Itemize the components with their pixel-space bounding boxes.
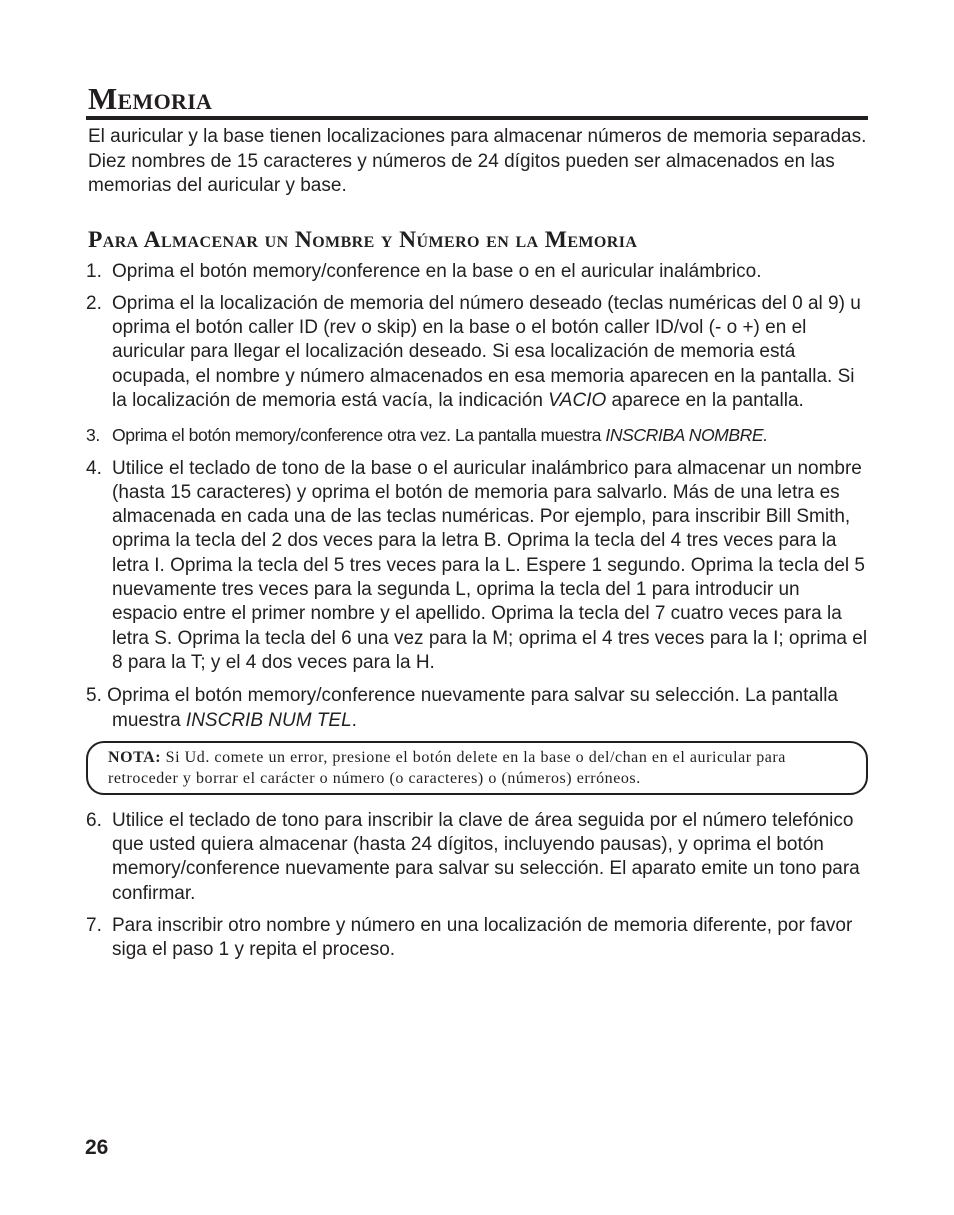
step-3 (86, 423, 868, 447)
step-number: 7. (86, 915, 102, 937)
step-number: 6. (86, 809, 102, 831)
step-emphasis: INSCRIB NUM TEL (185, 709, 352, 731)
section-intro: El auricular y la base tienen localizaciones para almacenar números de memoria separadas. Diez nombres de 15 caracteres y números de 24 dígitos pueden ser almacenados en las memorias del auricular y base. (88, 126, 867, 196)
manual-page (86, 82, 868, 963)
step-number: 1. (86, 260, 102, 282)
title-rule (86, 116, 868, 120)
subsection-title: Para Almacenar un Nombre y Número en la Memoria (88, 226, 638, 253)
step-emphasis: VACIO (548, 389, 607, 411)
note-label: NOTA: (108, 748, 162, 766)
step-text: Oprima el la localización de memoria del número deseado (teclas numéricas del 0 al 9) u oprima el botón caller ID (rev o skip) en la base o el botón caller ID/vol (- o +) en el auricular para llegar el localización deseado. Si esa localización de memoria está ocupada, el nombre y número almacenados en esa memoria aparecen en la pantalla. Si la localización de memoria está vacía, la indicación (112, 292, 861, 411)
note-box (86, 741, 868, 795)
step-text: Para inscribir otro nombre y número en una localización de memoria diferente, por favor siga el paso 1 y repita el proceso. (112, 915, 853, 961)
step-text-after: aparece en la pantalla. (606, 389, 804, 411)
step-1 (86, 260, 868, 284)
step-text-after: . (351, 709, 357, 731)
steps-list-continued (86, 809, 868, 963)
step-number: 3. (86, 425, 100, 446)
step-number: 5. (86, 685, 102, 707)
step-2 (86, 292, 868, 413)
step-4 (86, 457, 868, 676)
step-number: 2. (86, 292, 102, 314)
step-text: Oprima el botón memory/conference otra vez. La pantalla muestra (112, 425, 606, 446)
step-text: Oprima el botón memory/conference en la base o en el auricular inalámbrico. (112, 260, 762, 282)
step-5 (86, 684, 868, 733)
step-emphasis: INSCRIBA NOMBRE. (605, 425, 768, 446)
step-number: 4. (86, 457, 102, 479)
step-6 (86, 809, 868, 906)
page-number: 26 (85, 1136, 109, 1159)
steps-list (86, 260, 868, 733)
section-title: Memoria (88, 81, 213, 116)
step-text: Utilice el teclado de tono para inscribir la clave de área seguida por el número telefónico que usted quiera almacenar (hasta 24 dígitos, incluyendo pausas), y oprima el botón memory/conference nuevamente para salvar su selección. El aparato emite un tono para confirmar. (112, 809, 860, 904)
step-7 (86, 914, 868, 963)
step-text: Oprima el botón memory/conference nuevamente para salvar su selección. La pantalla muestra (107, 685, 838, 731)
step-text: Utilice el teclado de tono de la base o el auricular inalámbrico para almacenar un nombre (hasta 15 caracteres) y oprima el botón de memoria para salvarlo. Más de una letra es almacenada en cada una de las teclas numéricas. Por ejemplo, para inscribir Bill Smith, oprima la tecla del 2 dos veces para la letra B. Oprima la tecla del 4 tres veces para la letra I. Oprima la tecla del 5 tres veces para la L. Espere 1 segundo. Oprima la tecla del 5 nuevamente tres veces para la segunda L, oprima la tecla del 1 para introducir un espacio entre el primer nombre y el apellido. Oprima la tecla del 7 cuatro veces para la letra S. Oprima la tecla del 6 una vez para la M; oprima el 4 tres veces para la I; oprima el 8 para la T; y el 4 dos veces para la H. (112, 457, 868, 673)
note-text: Si Ud. comete un error, presione el botón delete en la base o del/chan en el auricular para retroceder y borrar el carácter o número (o caracteres) o (números) erróneos. (108, 748, 786, 788)
